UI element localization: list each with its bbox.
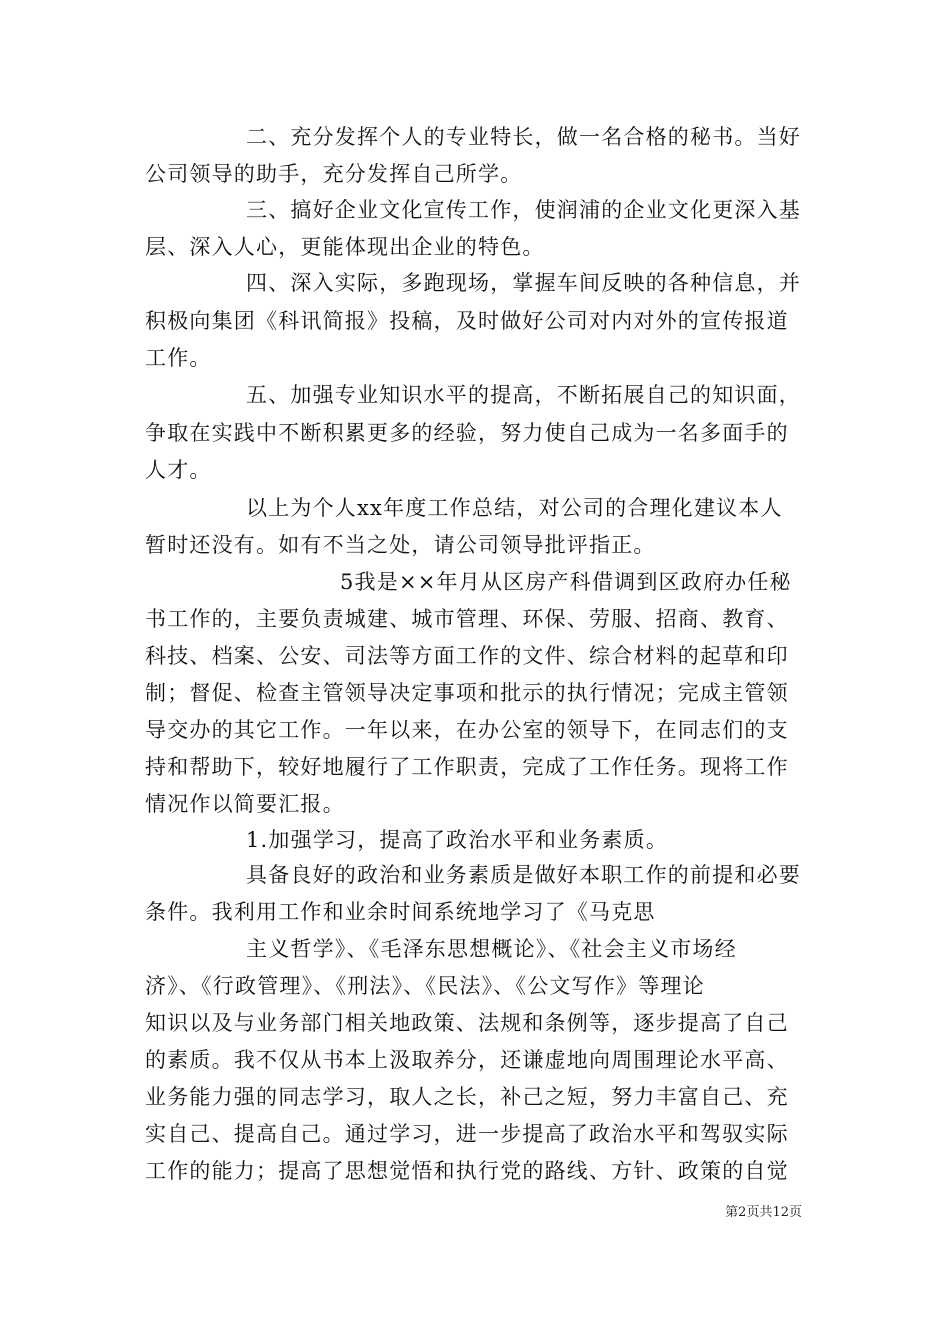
text-line: 书工作的，主要负责城建、城市管理、环保、劳服、招商、教育、 — [145, 607, 789, 631]
text-line: 科技、档案、公安、司法等方面工作的文件、综合材料的起草和印 — [145, 644, 789, 668]
text-line: 的素质。我不仅从书本上汲取养分，还谦虚地向周围理论水平高、 — [145, 1048, 789, 1072]
text-line: 持和帮助下，较好地履行了工作职责，完成了工作任务。现将工作 — [145, 755, 789, 779]
text-line: 层、深入人心，更能体现出企业的特色。 — [145, 235, 545, 259]
text-line: 知识以及与业务部门相关地政策、法规和条例等，逐步提高了自己 — [145, 1011, 789, 1035]
page-number: 第2页共12页 — [725, 1205, 802, 1220]
text-line: 工作。 — [145, 346, 212, 370]
text-line: 制；督促、检查主管领导决定事项和批示的执行情况；完成主管领 — [145, 681, 789, 705]
text-line: 济》、《行政管理》、《刑法》、《民法》、《公文写作》等理论 — [145, 974, 705, 998]
text-line: 业务能力强的同志学习，取人之长，补己之短，努力丰富自己、充 — [145, 1085, 789, 1109]
text-line: 导交办的其它工作。一年以来，在办公室的领导下，在同志们的支 — [145, 718, 789, 742]
text-line: 实自己、提高自己。通过学习，进一步提高了政治水平和驾驭实际 — [145, 1122, 789, 1146]
text-line: 三、搞好企业文化宣传工作，使润浦的企业文化更深入基 — [246, 198, 801, 222]
text-line: 主义哲学》、《毛泽东思想概论》、《社会主义市场经 — [246, 937, 737, 961]
text-line: 争取在实践中不断积累更多的经验，努力使自己成为一名多面手的 — [145, 421, 789, 445]
text-line: 人才。 — [145, 458, 212, 482]
text-line: 1.加强学习，提高了政治水平和业务素质。 — [246, 828, 669, 852]
text-line: 以上为个人xx年度工作总结，对公司的合理化建议本人 — [246, 496, 783, 520]
text-line: 五、加强专业知识水平的提高，不断拓展自己的知识面， — [246, 383, 801, 407]
text-line: 公司领导的助手，充分发挥自己所学。 — [145, 162, 523, 186]
text-line: 条件。我利用工作和业余时间系统地学习了《马克思 — [145, 900, 656, 924]
text-line: 暂时还没有。如有不当之处，请公司领导批评指正。 — [145, 533, 656, 557]
text-line: 具备良好的政治和业务素质是做好本职工作的前提和必要 — [246, 863, 801, 887]
text-line: 四、深入实际，多跑现场，掌握车间反映的各种信息，并 — [246, 271, 801, 295]
text-line: 二、充分发挥个人的专业特长，做一名合格的秘书。当好 — [246, 125, 801, 149]
text-line: 5我是××年月从区房产科借调到区政府办任秘 — [340, 570, 792, 594]
text-line: 积极向集团《科讯简报》投稿，及时做好公司对内对外的宣传报道 — [145, 309, 789, 333]
text-line: 工作的能力；提高了思想觉悟和执行党的路线、方针、政策的自觉 — [145, 1159, 789, 1183]
text-line: 情况作以简要汇报。 — [145, 792, 345, 816]
